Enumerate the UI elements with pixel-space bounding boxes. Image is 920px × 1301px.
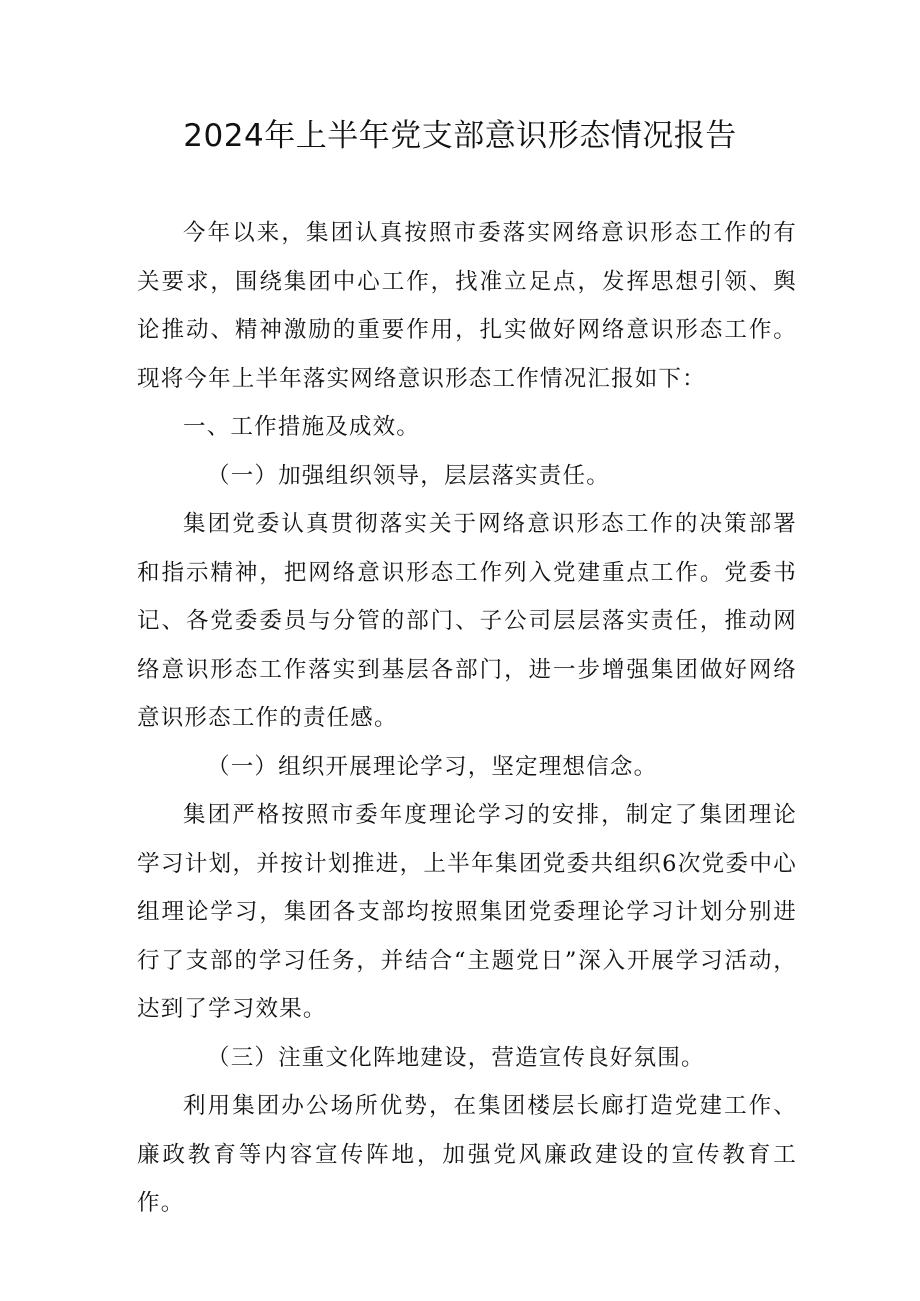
subsection-heading-theory-study: （一）组织开展理论学习，坚定理想信念。 [207,753,658,780]
subsection-heading-leadership: （一）加强组织领导，层层落实责任。 [207,462,610,489]
section-heading-measures: 一、工作措施及成效。 [183,414,421,440]
intro-paragraph: 今年以来，集团认真按照市委落实网络意识形态工作的有关要求，围绕集团中心工作，找准立足点，发挥思想引领、舆论推动、精神激励的重要作用，扎实做好网络意识形态工作。现将今年上半年落实网络意识形态工作情况汇报如下： [137,220,797,392]
culture-paragraph: 利用集团办公场所优势，在集团楼层长廊打造党建工作、廉政教育等内容宣传阵地，加强党风廉政建设的宣传教育工作。 [137,1093,797,1216]
subsection-heading-culture: （三）注重文化阵地建设，营造宣传良好氛围。 [207,1044,705,1071]
leadership-paragraph: 集团党委认真贯彻落实关于网络意识形态工作的决策部署和指示精神，把网络意识形态工作列入党建重点工作。党委书记、各党委委员与分管的部门、子公司层层落实责任，推动网络意识形态工作落实到基层各部门，进一步增强集团做好网络意识形态工作的责任感。 [137,511,797,731]
document-title: 2024年上半年党支部意识形态情况报告 [183,118,737,154]
theory-study-paragraph: 集团严格按照市委年度理论学习的安排，制定了集团理论学习计划，并按计划推进，上半年集团党委共组织6次党委中心组理论学习，集团各支部均按照集团党委理论学习计划分别进行了支部的学习任务，并结合“主题党日”深入开展学习活动，达到了学习效果。 [137,802,797,1022]
document-body [137,209,797,1228]
